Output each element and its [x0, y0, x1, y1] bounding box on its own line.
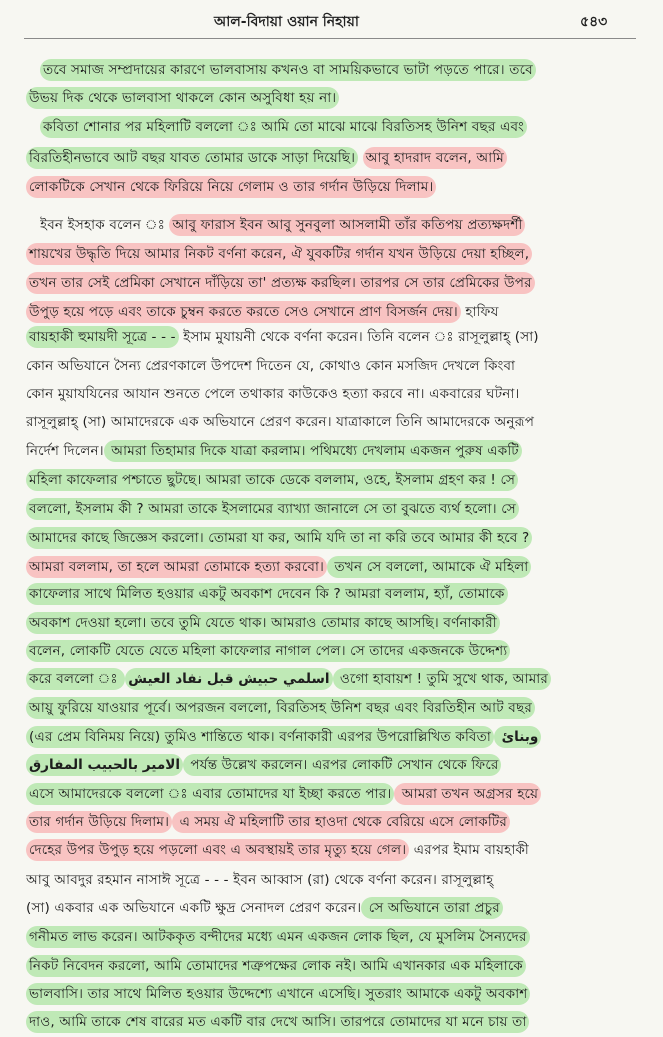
arabic-verse: الامير بالحبيب المفارق: [26, 754, 183, 776]
line-content: [26, 556, 531, 578]
highlight-red: তখন তার সেই প্রেমিকা সেখানে দাঁড়িয়ে তা' প্রত্যক্ষ করছিল। তারপর সে তার প্রেমিকের উপর: [26, 272, 535, 294]
highlight-green: সে অভিযানে তারা প্রচুর: [361, 897, 503, 919]
line-content: [26, 147, 507, 169]
line-content: [26, 583, 508, 605]
highlight-red: আবু ফারাস ইবন আবু সুনবুলা আসলামী তাঁর কতিপয় প্রত্যক্ষদর্শী: [169, 214, 525, 236]
text-segment: [358, 150, 362, 166]
text-line: [26, 437, 642, 466]
text-segment: ইসাম মুযায়নী থেকে বর্ণনা করেন। তিনি বলেন ঃ রাসূলুল্লাহ্ (সা): [178, 329, 539, 345]
highlight-green: আয়ু ফুরিয়ে যাওয়ার পূর্বে। অপরজন বললো, বিরতিসহ উনিশ বছর এবং বিরতিহীন আট বছর: [26, 697, 535, 719]
line-content: [26, 301, 499, 323]
line-content: [26, 326, 539, 348]
highlight-green: বলেন, লোকটি যেতে যেতে মহিলা কাফেলার নাগাল পেল। সে তাদের একজনকে উদ্দেশ্য: [26, 640, 510, 662]
highlight-green: আমাদের কাছে জিজ্ঞেস করলো। তোমরা যা কর, আমি যদি তা না করি তবে আমার কী হবে ?: [26, 527, 532, 549]
text-line: [26, 144, 642, 173]
line-content: [26, 926, 530, 948]
text-line: [26, 524, 642, 553]
text-line: [26, 1008, 642, 1037]
highlight-green: (এর প্রেম বিনিময় নিয়ে) তুমিও শান্তিতে থাক। বর্ণনাকারী এরপর উপরোল্লিখিত কবিতা: [26, 726, 494, 748]
highlight-green: বললো, ইসলাম কী ? আমরা তাকে ইসলামের ব্যাখ্যা জানালে সে তা বুঝতে ব্যর্থ হলো। সে: [26, 498, 519, 520]
line-content: [26, 469, 518, 491]
text-segment: (সা) একবার এক অভিযানে একটি ক্ষুদ্র সেনাদল প্রেরণ করেন।: [26, 900, 362, 916]
text-segment: এরপর ইমাম বায়হাকী: [409, 842, 529, 858]
highlight-green: এসে আমাদেরকে বললো ঃ এবার তোমাদের যা ইচ্ছা করতে পার।: [26, 783, 394, 805]
text-line: [26, 240, 642, 269]
highlight-green: গনীমত লাভ করেন। আটককৃত বন্দীদের মধ্যে এমন একজন লোক ছিল, যে মুসলিম সৈন্যদের: [26, 926, 530, 948]
line-content: [26, 272, 535, 294]
text-line: [26, 495, 642, 524]
line-content: [26, 754, 501, 776]
running-title: আল-বিদায়া ওয়ান নিহায়া: [214, 14, 359, 30]
highlight-green: পর্যন্ত উল্লেখ করলেন। এরপর লোকটি সেখান থেকে ফিরে: [183, 754, 501, 776]
text-line: [26, 637, 642, 666]
text-line: [26, 553, 642, 582]
text-line: [26, 665, 642, 694]
text-line: [26, 466, 642, 495]
text-line: [26, 609, 642, 638]
highlight-red: আমরা তখন অগ্রসর হয়ে: [394, 783, 541, 805]
highlight-red: এ সময় ঐ মহিলাটি তার হাওদা থেকে বেরিয়ে এসে লোকটির: [172, 811, 510, 833]
line-content: [40, 59, 536, 81]
text-segment: ইবন ইসহাক বলেন ঃ: [40, 217, 170, 233]
text-segment: হাফিয: [460, 304, 499, 320]
highlight-green: বায়হাকী হুমায়দী সূত্রে - - -: [26, 326, 179, 348]
highlight-red: তার গর্দান উড়িয়ে দিলাম।: [26, 811, 172, 833]
line-content: [40, 214, 525, 236]
highlight-green: ভালবাসি। তার সাথে মিলিত হওয়ার উদ্দেশ্যে এখানে এসেছি। সুতরাং আমাকে একটু অবকাশ: [26, 983, 530, 1005]
text-segment: আবু আবদুর রহমান নাসাঈ সূত্রে - - - ইবন আব্বাস (রা) থেকে বর্ণনা করেন। রাসূলুল্লাহ্: [26, 872, 494, 888]
page-number: ৫৪৩: [580, 14, 608, 30]
line-content: [26, 897, 503, 919]
text-line: [26, 694, 642, 723]
text-line: [26, 84, 642, 113]
text-line: [26, 866, 642, 895]
line-content: [26, 839, 529, 861]
line-content: [26, 498, 519, 520]
highlight-red: আমরা বললাম, তা হলে আমরা তোমাকে হত্যা করবো।: [26, 556, 327, 578]
text-line: [40, 56, 656, 85]
text-line: [26, 780, 642, 809]
text-line: [26, 173, 642, 202]
highlight-green: করে বললো ঃ: [26, 668, 125, 690]
highlight-green: কাফেলার সাথে মিলিত হওয়ার একটু অবকাশ দেবেন কি ? আমরা বললাম, হ্যাঁ, তোমাকে: [26, 583, 508, 605]
highlight-red: দেহের উপর উপুড় হয়ে পড়লো এবং এ অবস্থায়ই তার মৃত্যু হয়ে গেল।: [26, 839, 409, 861]
text-line: [26, 352, 642, 381]
text-line: [40, 113, 656, 142]
highlight-green: তখন সে বললো, আমাকে ঐ মহিলা: [327, 556, 531, 578]
highlight-green: উভয় দিক থেকে ভালবাসা থাকলে কোন অসুবিধা হয় না।: [26, 87, 339, 109]
text-line: [26, 980, 642, 1009]
line-content: [26, 527, 532, 549]
line-content: [26, 783, 541, 805]
highlight-green: কবিতা শোনার পর মহিলাটি বললো ঃ আমি তো মাঝে মাঝে বিরতিসহ উনিশ বছর এবং: [40, 116, 527, 138]
text-line: [26, 836, 642, 865]
line-content: [26, 697, 535, 719]
highlight-red: উপুড় হয়ে পড়ে এবং তাকে চুম্বন করতে করতে সেও সেখানে প্রাণ বিসর্জন দেয়।: [26, 301, 461, 323]
text-line: [26, 380, 642, 409]
text-line: [26, 751, 642, 780]
line-content: [40, 116, 527, 138]
highlight-green: দাও, আমি তাকে শেষ বারের মত একটি বার দেখে আসি। তারপরে তোমাদের যা মনে চায় তা: [26, 1011, 529, 1033]
line-content: [26, 243, 532, 265]
highlight-green: নিকট নিবেদন করলো, আমি তোমাদের শত্রুপক্ষের লোক নই। আমি এখানকার এক মহিলাকে: [26, 955, 526, 977]
text-line: [26, 408, 642, 437]
text-segment: কোন মুয়াযযিনের আযান শুনতে পেলে তথাকার কাউকেও হত্যা করবে না। একবারের ঘটনা।: [26, 386, 520, 402]
text-line: [26, 323, 642, 352]
text-line: [26, 580, 642, 609]
highlight-red: লোকটিকে সেখান থেকে ফিরিয়ে নিয়ে গেলাম ও তার গর্দান উড়িয়ে দিলাম।: [26, 176, 436, 198]
arabic-verse: اسلمي حبيش قبل نفاد العيش: [125, 668, 332, 690]
highlight-green: মহিলা কাফেলার পশ্চাতে ছুটছে। আমরা তাকে ডেকে বললাম, ওহে, ইসলাম গ্রহণ কর ! সে: [26, 469, 518, 491]
line-content: [26, 612, 500, 634]
highlight-red: আবু হাদরাদ বলেন, আমি: [363, 147, 507, 169]
text-segment: নির্দেশ দিলেন।: [26, 443, 104, 459]
line-content: [26, 358, 515, 374]
line-content: [26, 872, 493, 888]
highlight-red: শায়খের উদ্ধৃতি দিয়ে আমার নিকট বর্ণনা করেন, ঐ যুবকটির গর্দান যখন উড়িয়ে দেয়া হচ্ছিল,: [26, 243, 532, 265]
text-line: [26, 923, 642, 952]
line-content: [26, 1011, 529, 1033]
line-content: [26, 176, 436, 198]
highlight-green: তবে সমাজ সম্প্রদায়ের কারণে ভালবাসায় কখনও বা সাময়িকভাবে ভাটা পড়তে পারে। তবে: [40, 59, 536, 81]
line-content: [26, 414, 534, 430]
line-content: [26, 668, 551, 690]
text-line: [26, 894, 642, 923]
text-line: [26, 269, 642, 298]
line-content: [26, 726, 541, 748]
line-content: [26, 640, 510, 662]
highlight-green: অবকাশ দেওয়া হলো। তবে তুমি যেতে থাক। আমরাও তোমার কাছে আসছি। বর্ণনাকারী: [26, 612, 500, 634]
line-content: [26, 87, 339, 109]
line-content: [26, 811, 510, 833]
line-content: [26, 955, 526, 977]
highlight-green: ওগো হাবায়শ ! তুমি সুখে থাক, আমার: [333, 668, 552, 690]
text-line: [40, 211, 656, 240]
line-content: [26, 440, 522, 462]
highlight-green: বিরতিহীনভাবে আট বছর যাবত তোমার ডাকে সাড়া দিয়েছি।: [26, 147, 358, 169]
text-line: [26, 952, 642, 981]
text-segment: রাসূলুল্লাহ্ (সা) আমাদেরকে এক অভিযানে প্রেরণ করেন। যাত্রাকালে তিনি আমাদেরকে অনুরূপ: [26, 414, 535, 430]
line-content: [26, 386, 519, 402]
text-line: [26, 808, 642, 837]
text-line: [26, 723, 642, 752]
text-segment: কোন অভিযানে সৈন্য প্রেরণকালে উপদেশ দিতেন যে, কোথাও কোন মসজিদ দেখলে কিংবা: [26, 358, 516, 374]
arabic-verse: وبنائ: [494, 726, 541, 748]
highlight-green: আমরা তিহামার দিকে যাত্রা করলাম। পথিমধ্যে দেখলাম একজন পুরুষ একটি: [104, 440, 522, 462]
line-content: [26, 983, 530, 1005]
